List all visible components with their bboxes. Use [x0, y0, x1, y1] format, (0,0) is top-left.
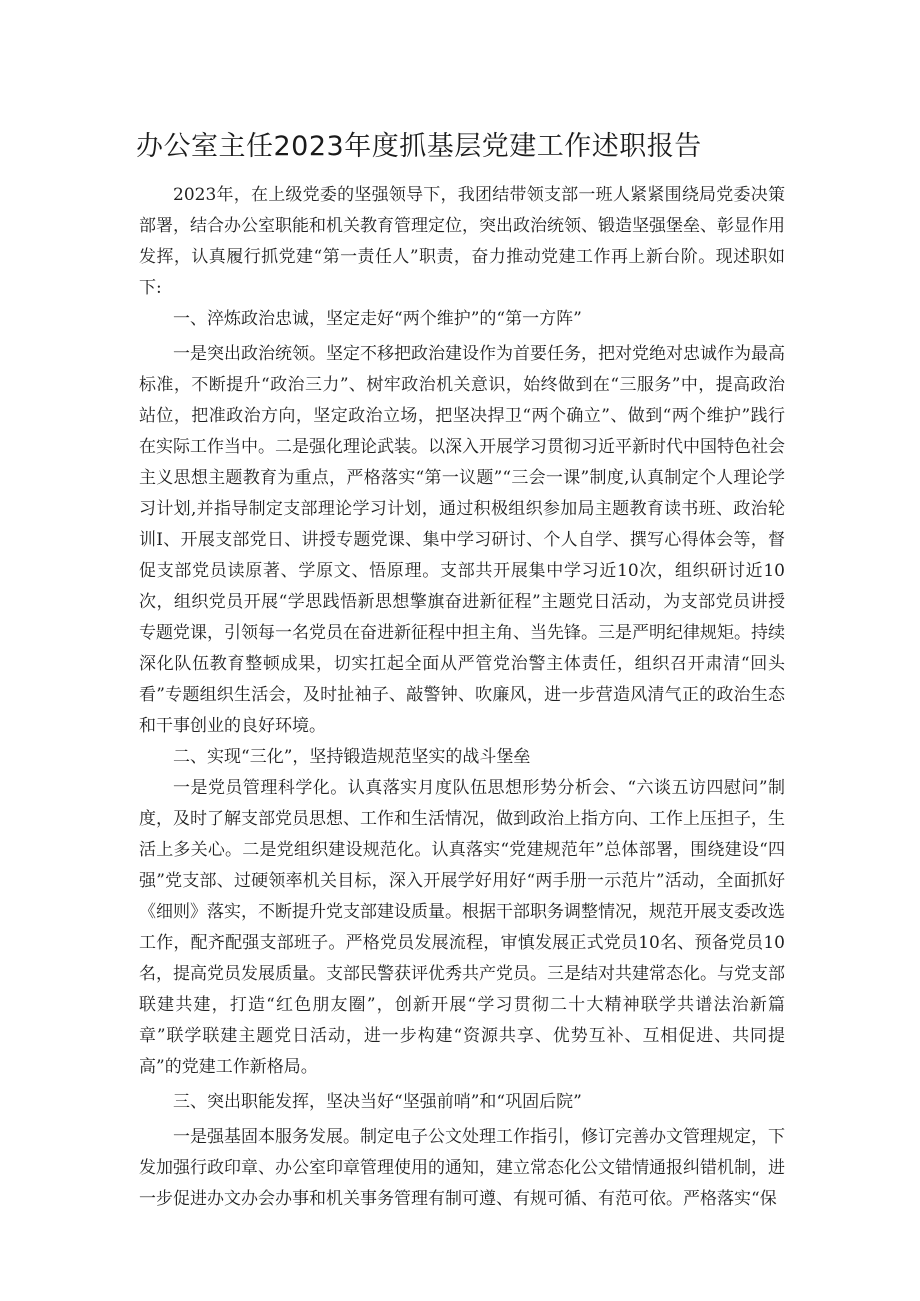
section-3-paragraph: 一是强基固本服务发展。制定电子公文处理工作指引，修订完善办文管理规定，下发加强行政印章、办公室印章管理使用的通知，建立常态化公文错情通报纠错机制，进一步促进办文办会办事和机关事务管理有制可遵、有规可循、有范可依。严格落实“保 — [139, 1127, 785, 1209]
document-title: 办公室主任2023年度抓基层党建工作述职报告 — [136, 131, 702, 162]
intro-paragraph: 2023年，在上级党委的坚强领导下，我团结带领支部一班人紧紧围绕局党委决策部署，结合办公室职能和机关教育管理定位，突出政治统领、锻造坚强堡垒、彰显作用发挥，认真履行抓党建“第一责任人”职责，奋力推动党建工作再上新台阶。现述职如下: — [139, 185, 785, 298]
document-body — [139, 150, 785, 1215]
section-1-paragraph: 一是突出政治统领。坚定不移把政治建设作为首要任务，把对党绝对忠诚作为最高标准，不断提升“政治三力”、树牢政治机关意识，始终做到在“三服务”中，提高政治站位，把准政治方向，坚定政治立场，把坚决捍卫“两个确立”、做到“两个维护”践行在实际工作当中。二是强化理论武装。以深入开展学习贯彻习近平新时代中国特色社会主义思想主题教育为重点，严格落实“第一议题”“三会一课”制度,认真制定个人理论学习计划,并指导制定支部理论学习计划，通过积极组织参加局主题教育读书班、政治轮训I、开展支部党日、讲授专题党课、集中学习研讨、个人自学、撰写心得体会等，督促支部党员读原著、学原文、悟原理。支部共开展集中学习近10次，组织研讨近10次，组织党员开展“学思践悟新思想擎旗奋进新征程”主题党日活动，为支部党员讲授专题党课，引领每一名党员在奋进新征程中担主角、当先锋。三是严明纪律规矩。持续深化队伍教育整顿成果，切实扛起全面从严管党治警主体责任，组织召开肃清“回头看”专题组织生活会，及时扯袖子、敲警钟、吹廉风，进一步营造风清气正的政治生态和干事创业的良好环境。 — [139, 344, 785, 736]
section-heading-2: 二、实现“三化”，坚持锻造规范坚实的战斗堡垒 — [173, 747, 531, 767]
section-heading-1: 一、淬炼政治忠诚，坚定走好“两个维护”的“第一方阵” — [173, 309, 582, 329]
section-2-paragraph: 一是党员管理科学化。认真落实月度队伍思想形势分析会、“六谈五访四慰问”制度，及时了解支部党员思想、工作和生活情况，做到政治上指方向、工作上压担子，生活上多关心。二是党组织建设规范化。认真落实“党建规范年”总体部署，围绕建设“四强”党支部、过硬领率机关目标，深入开展学好用好“两手册一示范片”活动，全面抓好《细则》落实，不断提升党支部建设质量。根据干部职务调整情况，规范开展支委改选工作，配齐配强支部班子。严格党员发展流程，审慎发展正式党员10名、预备党员10名，提高党员发展质量。支部民警获评优秀共产党员。三是结对共建常态化。与党支部联建共建，打造“红色朋友圈”，创新开展“学习贯彻二十大精神联学共谱法治新篇章”联学联建主题党日活动，进一步构建“资源共享、优势互补、互相促进、共同提高”的党建工作新格局。 — [139, 778, 785, 1077]
section-heading-3: 三、突出职能发挥，坚决当好“坚强前哨”和“巩固后院” — [173, 1092, 582, 1112]
